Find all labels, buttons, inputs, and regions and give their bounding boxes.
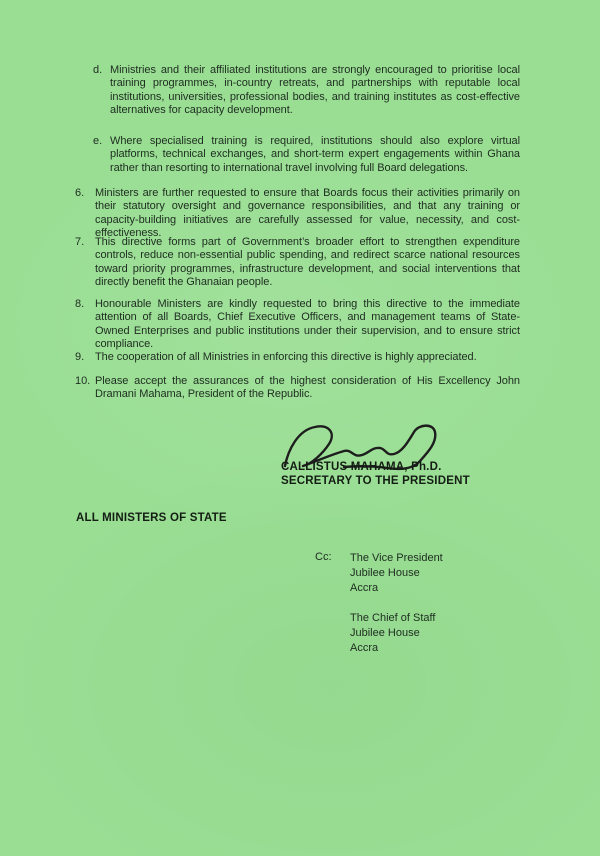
- cc-recipient-line: Accra: [350, 642, 379, 654]
- list-marker: 7.: [75, 236, 85, 248]
- cc-recipients: [350, 551, 443, 671]
- list-item-text: Where specialised training is required, institutions should also explore virtual platforms, technical exchanges, and short-term expert engagements within Ghana rather than resorting to international travel involving full Board delegations.: [110, 135, 520, 174]
- list-marker: e.: [93, 135, 103, 147]
- cc-recipient-line: The Vice President: [350, 552, 443, 564]
- cc-label: Cc:: [315, 551, 332, 563]
- list-item-10: [75, 375, 520, 402]
- list-item-8: [75, 298, 520, 351]
- list-item-9: [75, 351, 520, 364]
- list-item-text: Ministers are further requested to ensure that Boards focus their activities primarily on their statutory oversight and governance responsibilities, and that any training or capacity-building initiatives are carefully assessed for value, necessity, and cost-effectiveness.: [95, 187, 520, 239]
- list-item-text: Please accept the assurances of the highest consideration of His Excellency John Dramani Mahama, President of the Republic.: [95, 375, 520, 401]
- list-item-text: The cooperation of all Ministries in enforcing this directive is highly appreciated.: [95, 351, 477, 363]
- list-marker: 9.: [75, 351, 85, 363]
- list-marker: 6.: [75, 187, 85, 199]
- list-marker: d.: [93, 64, 103, 76]
- cc-recipient-line: Accra: [350, 582, 379, 594]
- cc-recipient-chief-of-staff: [350, 611, 443, 656]
- list-item-6: [75, 187, 520, 240]
- cc-recipient-line: Jubilee House: [350, 567, 420, 579]
- list-item-7: [75, 236, 520, 289]
- signatory-name: CALLISTUS MAHAMA, Ph.D.: [281, 461, 442, 473]
- list-item-text: Honourable Ministers are kindly requested to bring this directive to the immediate attention of all Boards, Chief Executive Officers, and management teams of State-Owned Enterprises and public institutions under their supervision, and to ensure strict compliance.: [95, 298, 520, 350]
- list-marker: 8.: [75, 298, 85, 310]
- signatory-title: SECRETARY TO THE PRESIDENT: [281, 475, 470, 487]
- list-item-text: Ministries and their affiliated institutions are strongly encouraged to prioritise local training programmes, in-country retreats, and partnerships with reputable local institutions, universities, professional bodies, and training institutes as cost-effective alternatives for capacity development.: [110, 64, 520, 116]
- list-marker: 10.: [75, 375, 91, 387]
- list-item-text: This directive forms part of Government’s broader effort to strengthen expenditure controls, reduce non-essential public spending, and redirect scarce national resources toward priority programmes, infrastructure development, and social interventions that directly benefit the Ghanaian people.: [95, 236, 520, 288]
- cc-recipient-line: The Chief of Staff: [350, 612, 436, 624]
- cc-recipient-line: Jubilee House: [350, 627, 420, 639]
- list-item-e: [93, 135, 520, 175]
- cc-recipient-vice-president: [350, 551, 443, 596]
- addressee-line: ALL MINISTERS OF STATE: [76, 512, 227, 524]
- list-item-d: [93, 64, 520, 117]
